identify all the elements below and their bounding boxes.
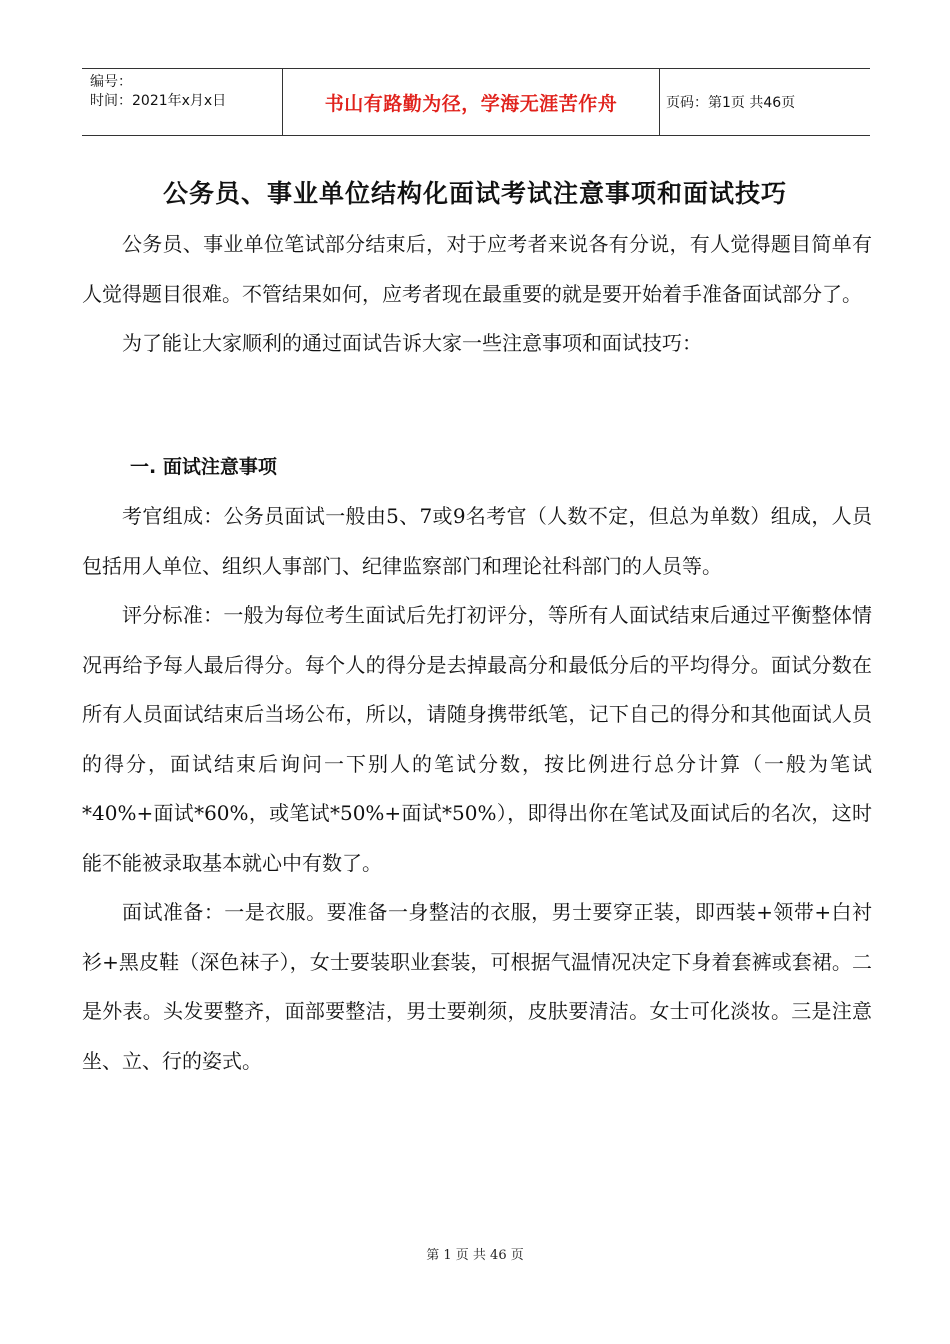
intro-paragraph-1: 公务员、事业单位笔试部分结束后，对于应考者来说各有分说，有人觉得题目简单有人觉得题目很难。不管结果如何，应考者现在最重要的就是要开始着手准备面试部分了。 <box>82 232 872 306</box>
intro-paragraph-2: 为了能让大家顺利的通过面试告诉大家一些注意事项和面试技巧： <box>122 331 702 355</box>
page-info-text: 页码：第1页 共46页 <box>666 95 796 111</box>
header-meta <box>82 69 282 135</box>
number-label: 编号： <box>90 74 132 90</box>
header-motto-cell <box>282 69 660 135</box>
date-label: 时间：2021年x月x日 <box>90 93 227 109</box>
document-body <box>82 220 872 1086</box>
section-paragraph-2: 评分标准：一般为每位考生面试后先打初评分，等所有人面试结束后通过平衡整体情况再给予每人最后得分。每个人的得分是去掉最高分和最低分后的平均得分。面试分数在所有人员面试结束后当场公布，所以，请随身携带纸笔，记下自己的得分和其他面试人员的得分，面试结束后询问一下别人的笔试分数，按比例进行总分计算（一般为笔试*40%+面试*60%，或笔试*50%+面试*50%），即得出你在笔试及面试后的名次，这时能不能被录取基本就心中有数了。 <box>82 603 872 875</box>
header-page-info <box>660 69 870 135</box>
section-paragraph-1: 考官组成：公务员面试一般由5、7或9名考官（人数不定，但总为单数）组成，人员包括用人单位、组织人事部门、纪律监察部门和理论社科部门的人员等。 <box>82 504 872 578</box>
section-paragraph-3: 面试准备：一是衣服。要准备一身整洁的衣服，男士要穿正装，即西装+领带+白衬衫+黑皮鞋（深色袜子），女士要装职业套装，可根据气温情况决定下身着套裤或套裙。二是外表。头发要整齐，面部要整洁，男士要剃须，皮肤要清洁。女士可化淡妆。三是注意坐、立、行的姿式。 <box>82 900 872 1073</box>
document-title: 公务员、事业单位结构化面试考试注意事项和面试技巧 <box>162 179 787 208</box>
page-header <box>82 68 870 136</box>
section-heading: 一. 面试注意事项 <box>130 455 277 478</box>
page-footer: 第 1 页 共 46 页 <box>426 1248 524 1263</box>
motto-text: 书山有路勤为径，学海无涯苦作舟 <box>324 92 618 115</box>
